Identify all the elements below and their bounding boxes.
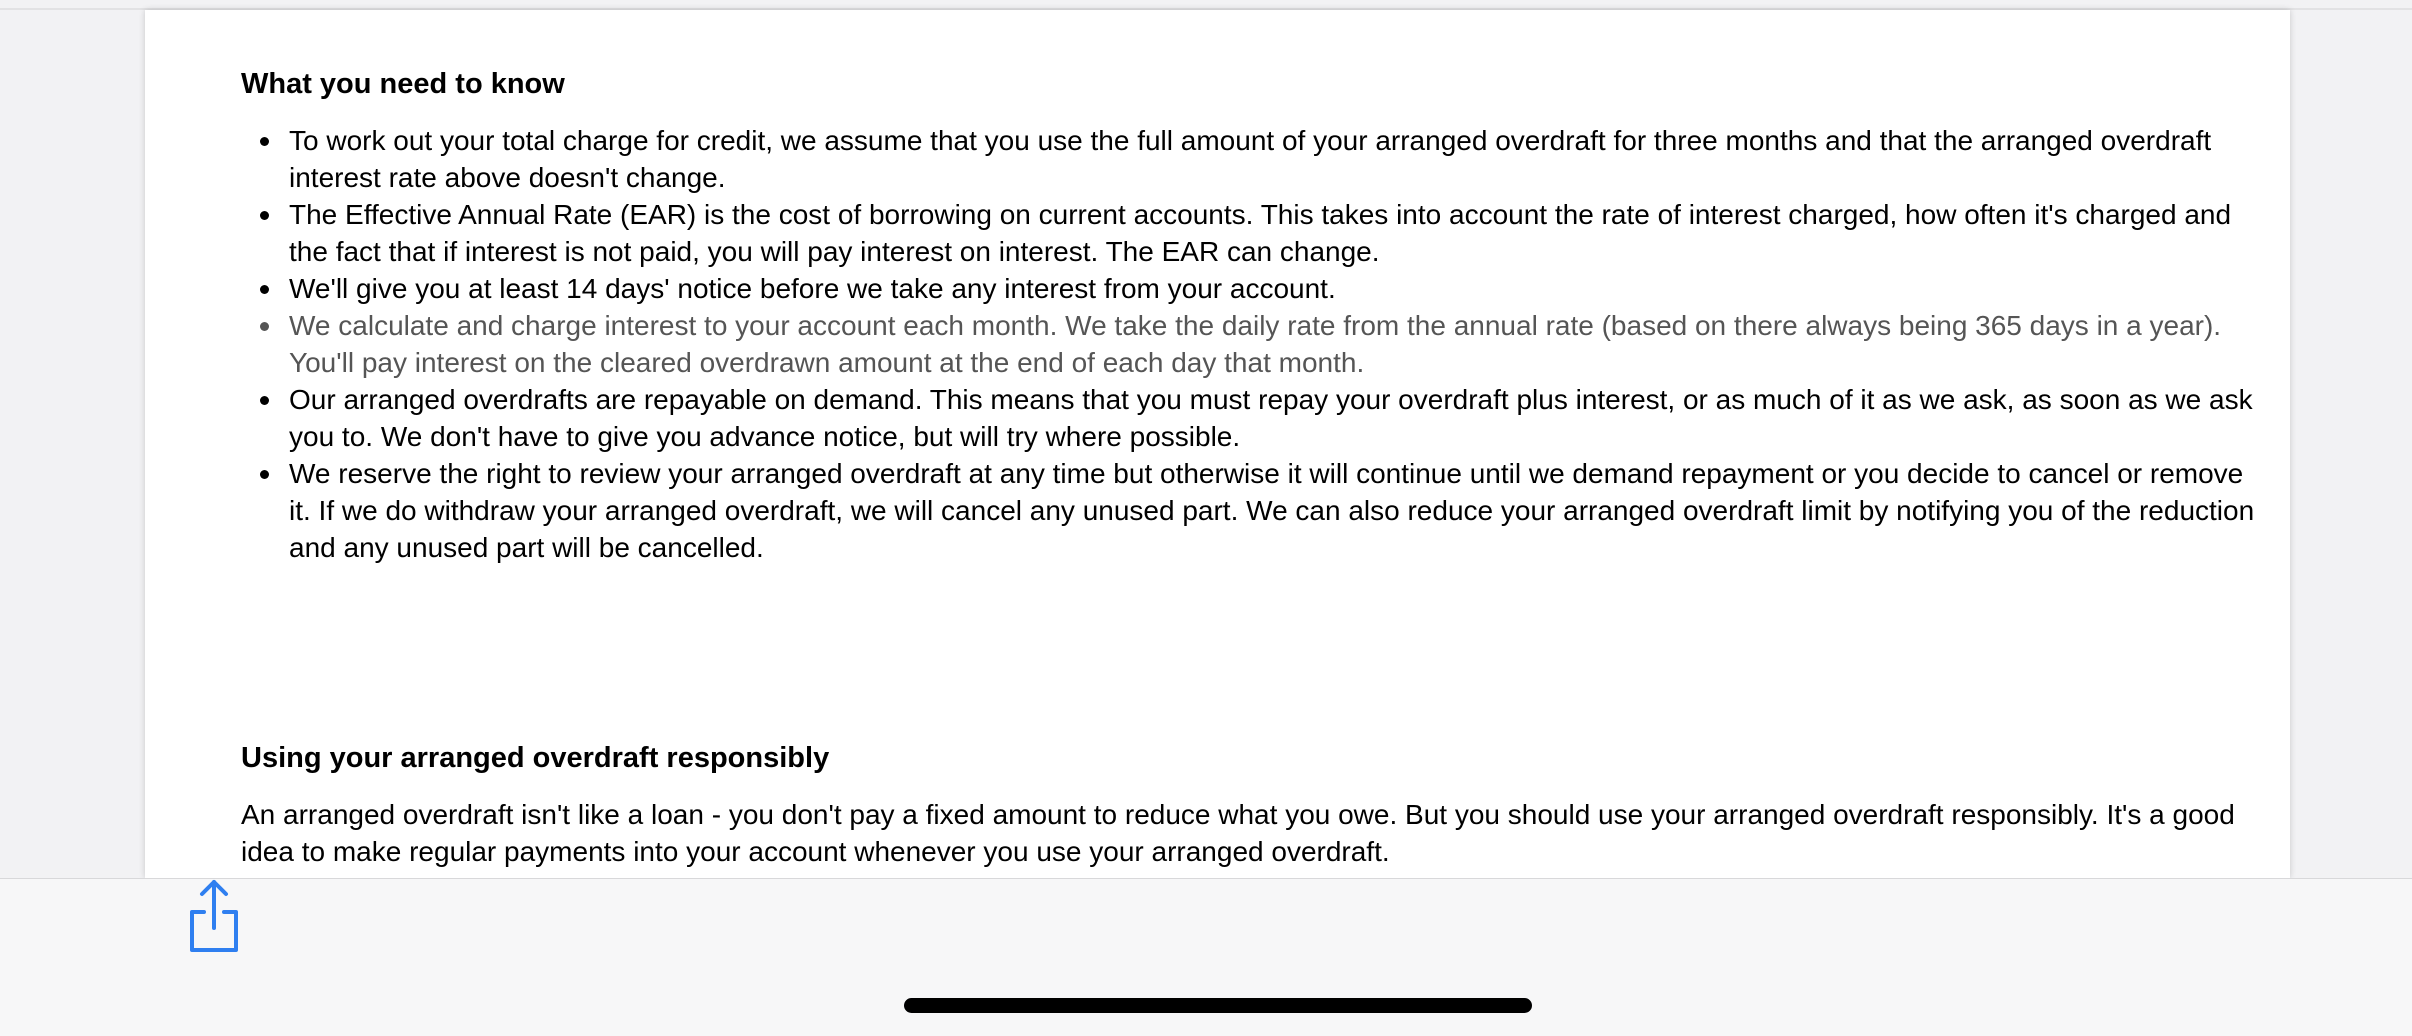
paragraph: An arranged overdraft isn't like a loan - you don't pay a fixed amount to reduce what you owe. But you should use your arranged overdraft responsibly. It's a good idea to make regular payments into your account whenever you use your arranged overdraft.	[241, 799, 2235, 867]
list-item: To work out your total charge for credit, we assume that you use the full amount of your arranged overdraft for three months and that the arranged overdraft interest rate above doesn't change.	[289, 122, 2257, 196]
list-item: We calculate and charge interest to your account each month. We take the daily rate from the annual rate (based on there always being 365 days in a year). You'll pay interest on the cleared overdrawn amount at the end of each day that month.	[289, 307, 2257, 381]
share-button[interactable]	[182, 878, 246, 958]
section-what-you-need-to-know	[241, 66, 2257, 566]
list-item: We reserve the right to review your arranged overdraft at any time but otherwise it will continue until we demand repayment or you decide to cancel or remove it. If we do withdraw your arranged overdraft, we will cancel any unused part. We can also reduce your arranged overdraft limit by notifying you of the reduction and any unused part will be cancelled.	[289, 455, 2257, 566]
home-indicator	[904, 998, 1532, 1013]
list-item: The Effective Annual Rate (EAR) is the cost of borrowing on current accounts. This takes into account the rate of interest charged, how often it's charged and the fact that if interest is not paid, you will pay interest on interest. The EAR can change.	[289, 196, 2257, 270]
section-title: What you need to know	[241, 68, 565, 100]
list-item: Our arranged overdrafts are repayable on demand. This means that you must repay your overdraft plus interest, or as much of it as we ask, as soon as we ask you to. We don't have to give you advance notice, but will try where possible.	[289, 381, 2257, 455]
section-title: Using your arranged overdraft responsibly	[241, 742, 830, 774]
bullet-list	[241, 122, 2257, 566]
list-item: We'll give you at least 14 days' notice before we take any interest from your account.	[289, 270, 2257, 307]
share-icon	[182, 878, 246, 958]
document-page[interactable]	[145, 10, 2290, 878]
section-using-responsibly	[241, 740, 2257, 870]
